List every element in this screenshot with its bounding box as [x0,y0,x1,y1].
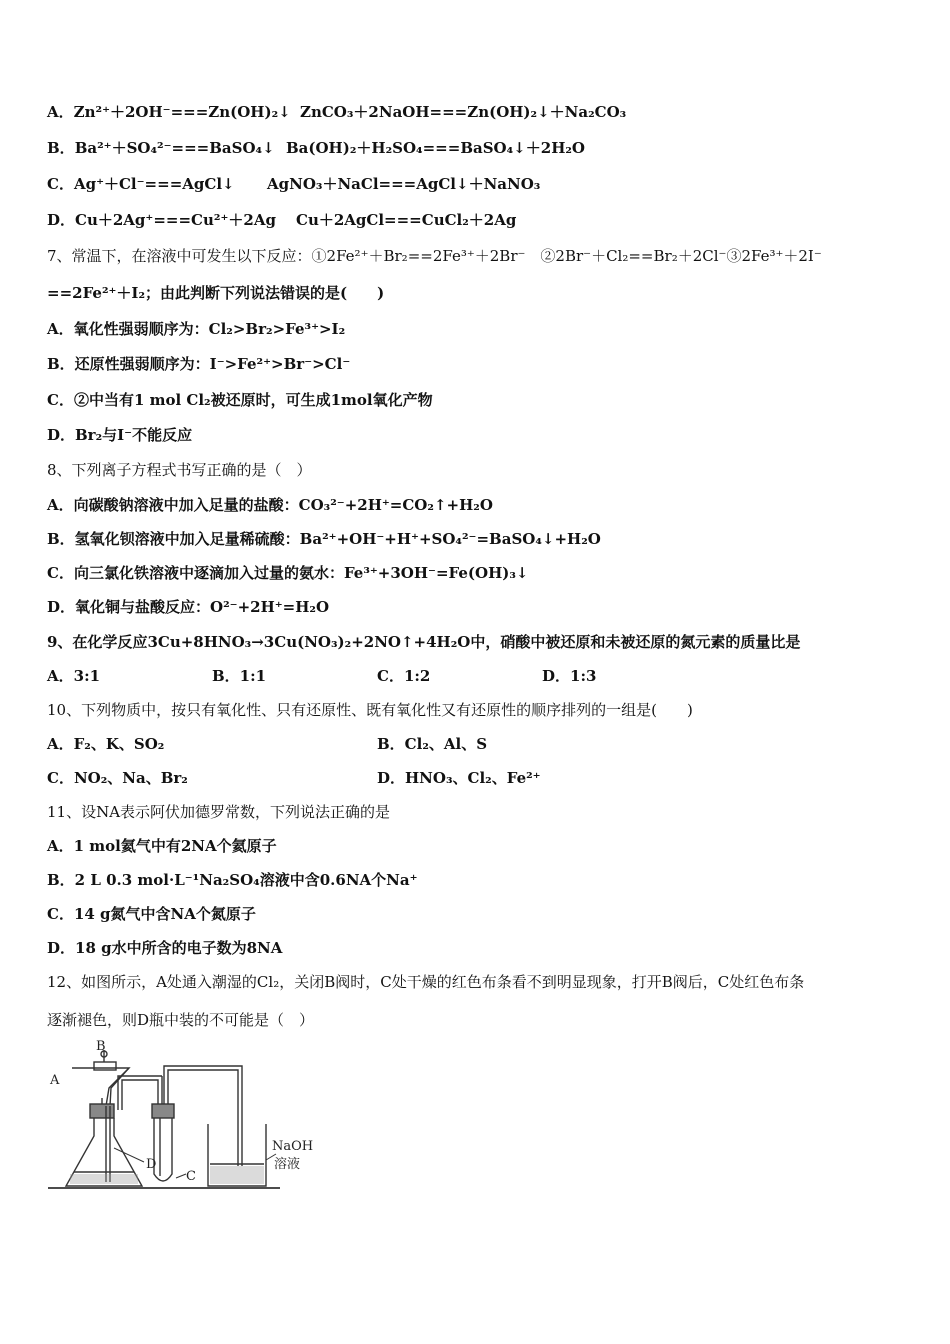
q9-option-a: A．3:1 [47,667,101,685]
q10-option-b: B．Cl₂、Al、S [377,735,488,753]
q6-option-c: C．Ag⁺＋Cl⁻===AgCl↓ [47,175,235,193]
q6-option-b-equation2: Ba(OH)₂＋H₂SO₄===BaSO₄↓＋2H₂O [286,139,585,157]
q10-option-d: D．HNO₃、Cl₂、Fe²⁺ [377,769,541,787]
q10-option-a: A．F₂、K、SO₂ [47,735,165,753]
label-d: D [146,1157,157,1172]
q6-option-d-equation2: Cu＋2AgCl===CuCl₂＋2Ag [296,211,517,229]
q12-stem-line1: 12、如图所示，A处通入潮湿的Cl₂，关闭B阀时，C处干燥的红色布条看不到明显现象，打开B阀后，C处红色布条 [47,973,805,991]
label-a: A [50,1073,60,1088]
q6-option-a: A．Zn²⁺＋2OH⁻===Zn(OH)₂↓ [47,103,291,121]
label-b: B [96,1039,106,1054]
q12-stem-line2: 逐渐褪色，则D瓶中装的不可能是（ ） [47,1011,315,1029]
q8-option-c: C．向三氯化铁溶液中逐滴加入过量的氨水：Fe³⁺+3OH⁻=Fe(OH)₃↓ [47,564,529,582]
funnel-right [110,1068,129,1106]
q9-option-b: B．1:1 [212,667,267,685]
q9-option-d: D．1:3 [542,667,597,685]
q11-stem: 11、设NA表示阿伏加德罗常数，下列说法正确的是 [47,803,391,821]
q7-option-a: A．氧化性强弱顺序为：Cl₂>Br₂>Fe³⁺>I₂ [47,320,346,338]
q7-option-c: C．②中当有1 mol Cl₂被还原时，可生成1mol氧化产物 [47,391,433,409]
test-tube [154,1118,172,1181]
q9-option-c: C．1:2 [377,667,431,685]
label-c: C [186,1169,196,1184]
q8-option-a: A．向碳酸钠溶液中加入足量的盐酸：CO₃²⁻+2H⁺=CO₂↑+H₂O [47,496,493,514]
q10-stem: 10、下列物质中，按只有氧化性、只有还原性、既有氧化性又有还原性的顺序排列的一组是( ) [47,701,693,719]
funnel-left [72,1068,129,1106]
q8-option-b: B．氢氧化钡溶液中加入足量稀硫酸：Ba²⁺+OH⁻+H⁺+SO₄²⁻=BaSO₄↓+H₂O [47,530,601,548]
naoh-label: NaOH [272,1139,314,1154]
q6-option-c-equation2: AgNO₃＋NaCl===AgCl↓＋NaNO₃ [267,175,541,193]
q7-stem-line2: ==2Fe²⁺＋I₂；由此判断下列说法错误的是( ) [47,284,385,302]
q11-option-a: A．1 mol氦气中有2NA个氦原子 [47,837,277,855]
q8-option-d: D．氧化铜与盐酸反应：O²⁻+2H⁺=H₂O [47,598,330,616]
q11-option-d: D．18 g水中所含的电子数为8NA [47,939,283,957]
chlorine-apparatus-figure [44,1036,324,1196]
valve-b [94,1062,116,1070]
q6-option-b: B．Ba²⁺＋SO₄²⁻===BaSO₄↓ [47,139,275,157]
test-tube-stopper [152,1104,174,1118]
q6-option-d: D．Cu＋2Ag⁺===Cu²⁺＋2Ag [47,211,276,229]
q7-option-d: D．Br₂与I⁻不能反应 [47,426,193,444]
q11-option-c: C．14 g氮气中含NA个氮原子 [47,905,256,923]
solution-label: 溶液 [274,1157,301,1172]
q10-option-c: C．NO₂、Na、Br₂ [47,769,188,787]
q6-option-a-equation2: ZnCO₃＋2NaOH===Zn(OH)₂↓＋Na₂CO₃ [300,103,627,121]
q8-stem: 8、下列离子方程式书写正确的是（ ） [47,461,312,479]
q11-option-b: B．2 L 0.3 mol·L⁻¹Na₂SO₄溶液中含0.6NA个Na⁺ [47,871,418,889]
q7-option-b: B．还原性强弱顺序为：I⁻>Fe²⁺>Br⁻>Cl⁻ [47,355,351,373]
q9-stem: 9、在化学反应3Cu+8HNO₃→3Cu(NO₃)₂+2NO↑+4H₂O中，硝酸中被还原和未被还原的氮元素的质量比是 [47,633,801,651]
q7-stem-line1: 7、常温下，在溶液中可发生以下反应：①2Fe²⁺＋Br₂==2Fe³⁺＋2Br⁻ ②2Br⁻＋Cl₂==Br₂＋2Cl⁻③2Fe³⁺＋2I⁻ [47,247,822,265]
